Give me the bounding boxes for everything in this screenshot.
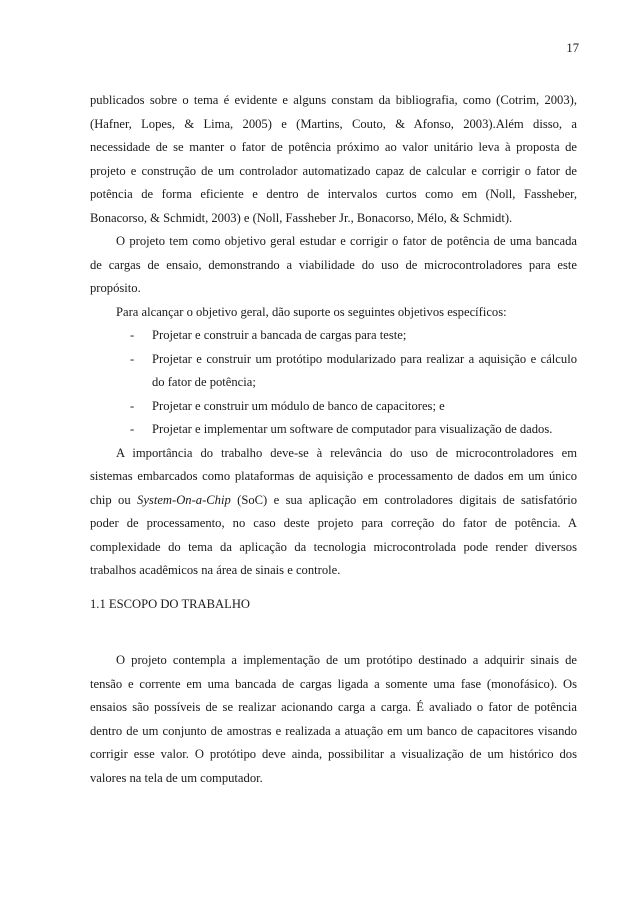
- text-line: complexidade do tema da aplicação da tecnologia microcontrolada pode render diversos: [90, 539, 577, 554]
- text-line: tensão e corrente em uma bancada de cargas ligada a somente uma fase (monofásico). Os: [90, 676, 577, 691]
- list-item-text: Projetar e construir a bancada de cargas para teste;: [152, 328, 407, 342]
- text-line: O projeto contempla a implementação de um protótipo destinado a adquirir sinais de: [116, 653, 577, 667]
- list-item-text: Projetar e construir um módulo de banco de capacitores; e: [152, 398, 445, 413]
- text-line: Para alcançar o objetivo geral, dão suporte os seguintes objetivos específicos:: [116, 304, 507, 319]
- text-line: propósito.: [90, 281, 141, 295]
- objectives-list: [90, 324, 577, 442]
- text-line: corrigir esse valor. O protótipo deve ainda, possibilitar a visualização de um histórico dos: [90, 747, 577, 761]
- list-item-text: Projetar e construir um protótipo modularizado para realizar a aquisição e cálculo: [152, 351, 577, 366]
- list-item: [90, 418, 577, 442]
- text-line: A importância do trabalho deve-se à relevância do uso de microcontroladores em: [116, 445, 577, 460]
- list-item: [90, 324, 577, 348]
- scope-text: [90, 649, 577, 790]
- text-line: valores na tela de um computador.: [90, 770, 263, 785]
- list-dash: -: [130, 328, 135, 342]
- text-line: O projeto tem como objetivo geral estudar e corrigir o fator de potência de uma bancada: [116, 234, 577, 248]
- text-line: de cargas de ensaio, demonstrando a viabilidade do uso de microcontroladores para este: [90, 257, 577, 272]
- text-line: poder de processamento, no caso deste projeto para correção do fator de potência. A: [90, 516, 577, 530]
- text-line: dentro de um conjunto de amostras e realizada a atuação em um banco de capacitores visando: [90, 723, 577, 738]
- text-line: Bonacorso, & Schmidt, 2003) e (Noll, Fassheber Jr., Bonacorso, Mélo, & Schmidt).: [90, 210, 513, 225]
- italic-term: System-On-a-Chip: [137, 492, 231, 507]
- text-line: (Hafner, Lopes, & Lima, 2005) e (Martins, Couto, & Afonso, 2003).Além disso, a: [90, 116, 577, 131]
- text-line: ensaios são possíveis de se realizar acionando carga a carga. É avaliado o fator de potência: [90, 700, 577, 714]
- list-dash: -: [130, 422, 135, 436]
- text-line: sistemas embarcados como plataformas de aquisição e processamento de dados em um único: [90, 469, 577, 483]
- section-heading: 1.1 ESCOPO DO TRABALHO: [90, 597, 251, 611]
- list-item-text: Projetar e implementar um software de computador para visualização de dados.: [152, 422, 553, 436]
- page-number: 17: [566, 41, 579, 55]
- text-line: [90, 489, 577, 513]
- list-item: [90, 395, 577, 419]
- text-line: publicados sobre o tema é evidente e alguns constam da bibliografia, como (Cotrim, 2003),: [90, 93, 577, 107]
- list-dash: -: [130, 351, 135, 366]
- text-line: trabalhos acadêmicos na área de sinais e controle.: [90, 563, 341, 577]
- list-item: [90, 348, 577, 372]
- text-fragment: chip ou: [90, 492, 138, 507]
- introduction-text: [90, 89, 577, 583]
- text-line: necessidade de se manter o fator de potência próximo ao valor unitário leva à proposta de: [90, 140, 577, 154]
- list-item-continuation: do fator de potência;: [152, 375, 256, 389]
- text-line: projeto e construção de um controlador automatizado capaz de calcular e corrigir o fator de: [90, 163, 577, 178]
- text-fragment: (SoC) e sua aplicação em controladores digitais de satisfatório: [230, 492, 577, 507]
- list-dash: -: [130, 398, 135, 413]
- text-line: potência de forma eficiente e dentro de intervalos curtos como em (Noll, Fassheber,: [90, 187, 577, 201]
